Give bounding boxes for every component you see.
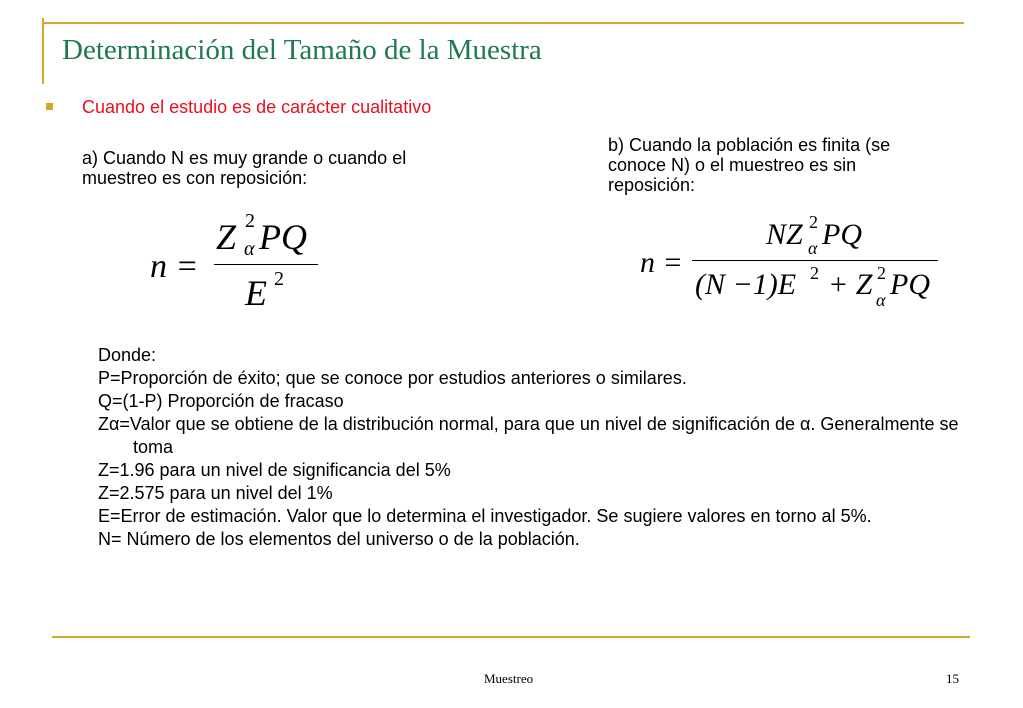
formula-b-den-exp1: 2 [810,263,819,283]
formula-b-num-exp: 2 [809,212,818,232]
formula-b-num-sub: α [808,238,818,258]
formula-b-lhs: n = [640,246,683,279]
definition-item: Q=(1-P) Proporción de fracaso [98,391,344,411]
footer-divider [52,636,970,638]
formula-b-num-nz: NZ [766,218,803,251]
definition-item: Z=1.96 para un nivel de significancia del 5% [98,460,451,480]
formula-b [640,208,940,318]
formula-b-num-rest: PQ [822,218,862,251]
formula-b-den-part1: (N −1)E [695,268,797,301]
formula-a-num-sub: α [244,238,255,260]
formula-b-fraction-bar [692,260,938,261]
bullet-text: Cuando el estudio es de carácter cualitativo [82,97,432,117]
formula-a-den-exp: 2 [274,268,284,290]
definition-item: Zα=Valor que se obtiene de la distribución normal, para que un nivel de significación de α. Generalmente se toma [98,414,959,457]
formula-b-den-exp2: 2 [877,263,886,283]
formula-a-fraction-bar [214,264,318,265]
formula-b-den-sub: α [876,290,886,310]
formula-b-den-rest: PQ [890,268,930,301]
formula-a-num-rest: PQ [259,217,307,257]
definition-item: P=Proporción de éxito; que se conoce por estudios anteriores o similares. [98,368,687,388]
title-accent-vertical-line [42,18,44,84]
page-number: 15 [946,671,959,686]
formula-a-lhs: n = [150,248,199,285]
case-b-text: b) Cuando la población es finita (se conoce N) o el muestreo es sin reposición: [608,135,891,195]
formula-b-den-plus: + Z [828,268,873,301]
title-accent-horizontal-line [42,22,964,24]
footer-text: Muestreo [484,671,534,686]
formula-a [150,208,330,318]
formula-a-num-z: Z [216,217,237,257]
case-a-text: a) Cuando N es muy grande o cuando el muestreo es con reposición: [82,148,407,188]
bullet-square-icon [46,103,53,110]
formula-a-num-exp: 2 [245,210,255,232]
slide-title: Determinación del Tamaño de la Muestra [62,34,542,66]
definition-item: Donde: [98,345,157,365]
definition-item: N= Número de los elementos del universo o de la población. [98,529,580,549]
definition-item: E=Error de estimación. Valor que lo determina el investigador. Se sugiere valores en torno al 5%. [98,506,872,526]
definitions-list [98,344,968,551]
definition-item: Z=2.575 para un nivel del 1% [98,483,333,503]
formula-a-den-e: E [245,273,267,313]
